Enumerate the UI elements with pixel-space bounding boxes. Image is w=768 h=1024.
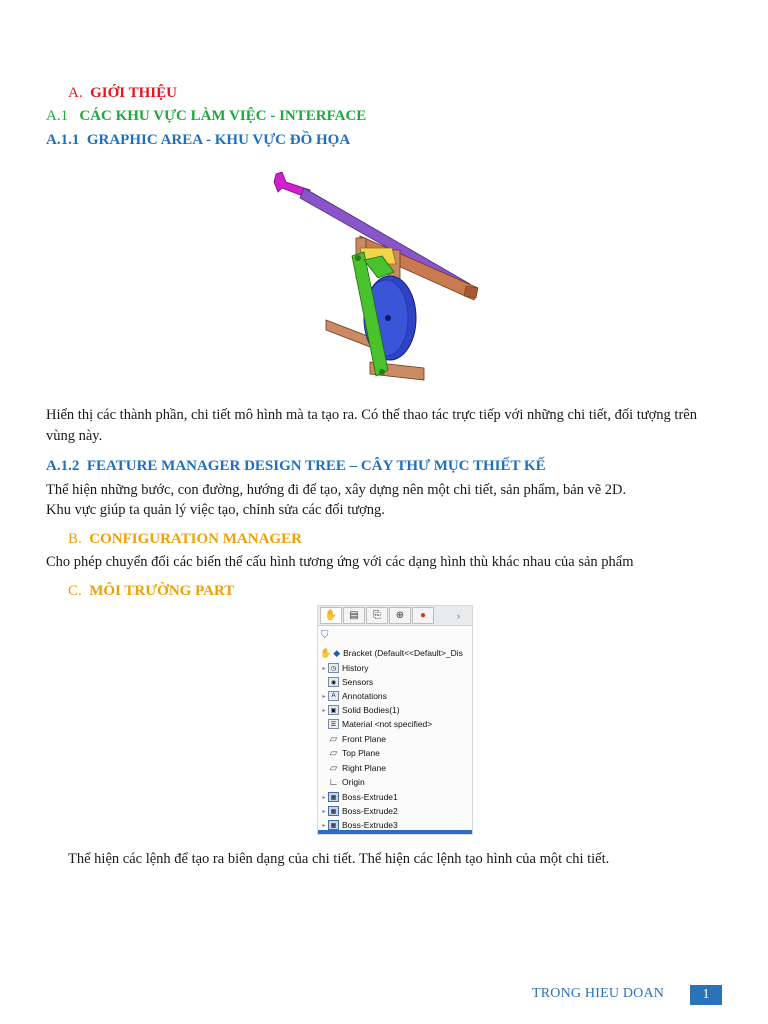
tree-item-annotations[interactable]: ▸ A Annotations	[320, 689, 387, 703]
property-manager-tab[interactable]	[343, 607, 365, 624]
tree-item-boss-extrude1[interactable]: ▸ ▦ Boss-Extrude1	[320, 790, 398, 804]
plane-icon: ▱	[329, 733, 338, 745]
dimxpert-tab[interactable]	[389, 607, 411, 624]
plane-icon: ▱	[329, 747, 338, 759]
tree-item-top-plane[interactable]: ▱ Top Plane	[329, 747, 380, 759]
history-icon: ◷	[328, 663, 339, 673]
graphic-area-description: Hiển thị các thành phần, chi tiết mô hình mà ta tạo ra. Có thể thao tác trực tiếp với những chi tiết, đối tượng trên vùng này.	[46, 407, 697, 444]
caret-right-icon[interactable]: ▸	[322, 707, 326, 714]
caret-right-icon[interactable]: ▸	[322, 794, 326, 801]
design-tree-description-2: Khu vực giúp ta quản lý việc tạo, chỉnh sửa các đối tượng.	[46, 502, 385, 518]
extrude-icon: ▦	[328, 820, 339, 830]
tree-item-boss-extrude3[interactable]: ▸ ▦ Boss-Extrude3	[320, 818, 398, 832]
section-a12-heading: A.1.2 FEATURE MANAGER DESIGN TREE – CÂY THƯ MỤC THIẾT KẾ	[46, 458, 546, 474]
feature-manager-tab[interactable]	[320, 607, 342, 624]
section-a-heading: A. GIỚI THIỆU	[68, 85, 177, 101]
property-icon: ▤	[349, 610, 359, 621]
caret-right-icon[interactable]: ▸	[322, 693, 326, 700]
extrude-icon: ▦	[328, 806, 339, 816]
section-c-heading: C. MÔI TRƯỜNG PART	[68, 583, 235, 599]
hand-icon: ✋	[324, 610, 338, 621]
display-manager-tab[interactable]	[412, 607, 434, 624]
section-a11-heading: A.1.1 GRAPHIC AREA - KHU VỰC ĐỒ HỌA	[46, 132, 351, 148]
tree-item-front-plane[interactable]: ▱ Front Plane	[329, 733, 386, 745]
tree-item-origin[interactable]: ∟ Origin	[328, 776, 365, 788]
part-icon: ✋	[320, 647, 332, 658]
extrude-icon: ▦	[328, 792, 339, 802]
mechanism-illustration	[270, 168, 485, 390]
tree-scrollbar[interactable]	[318, 830, 472, 834]
chevron-right-icon[interactable]: ›	[457, 610, 460, 621]
tree-item-material[interactable]: ☰ Material <not specified>	[320, 717, 432, 731]
caret-right-icon[interactable]: ▸	[322, 822, 326, 829]
page-number: 1	[690, 985, 722, 1005]
configuration-icon: ⎘	[373, 610, 381, 621]
section-b-heading: B. CONFIGURATION MANAGER	[68, 531, 302, 547]
configuration-manager-tab[interactable]	[366, 607, 388, 624]
section-a1-heading: A.1 CÁC KHU VỰC LÀM VIỆC - INTERFACE	[46, 108, 367, 124]
part-environment-description: Thể hiện các lệnh để tạo ra biên dạng của chi tiết. Thể hiện các lệnh tạo hình của một chi tiết.	[68, 851, 610, 867]
color-wheel-icon: ●	[419, 610, 427, 621]
feature-manager-tree	[317, 605, 473, 835]
tree-item-history[interactable]: ▸ ◷ History	[320, 661, 368, 675]
filter-icon[interactable]: ⛉	[321, 630, 329, 641]
sensors-icon: ◉	[328, 677, 339, 687]
annotations-icon: A	[328, 691, 339, 701]
part-icon: ◆	[333, 647, 341, 658]
tree-toolbar	[318, 606, 472, 626]
tree-root[interactable]: ✋ ◆ Bracket (Default<<Default>_Dis	[320, 647, 463, 658]
caret-right-icon[interactable]: ▸	[322, 665, 326, 672]
configuration-description: Cho phép chuyển đổi các biến thể cấu hình tương ứng với các dạng hình thù khác nhau của sản phẩm	[46, 554, 634, 570]
tree-item-sensors[interactable]: ◉ Sensors	[320, 675, 373, 689]
material-icon: ☰	[328, 719, 339, 729]
crosshair-icon: ⊕	[395, 610, 405, 621]
plane-icon: ▱	[329, 762, 338, 774]
solid-bodies-icon: ▣	[328, 705, 339, 715]
footer-author: TRONG HIEU DOAN	[532, 986, 665, 1001]
tree-item-right-plane[interactable]: ▱ Right Plane	[329, 762, 386, 774]
design-tree-description-1: Thể hiện những bước, con đường, hướng đi để tạo, xây dựng nên một chi tiết, sản phẩm, bản vẽ 2D.	[46, 482, 627, 498]
origin-icon: ∟	[328, 776, 339, 788]
tree-item-boss-extrude2[interactable]: ▸ ▦ Boss-Extrude2	[320, 804, 398, 818]
caret-right-icon[interactable]: ▸	[322, 808, 326, 815]
tree-item-solid-bodies[interactable]: ▸ ▣ Solid Bodies(1)	[320, 703, 400, 717]
